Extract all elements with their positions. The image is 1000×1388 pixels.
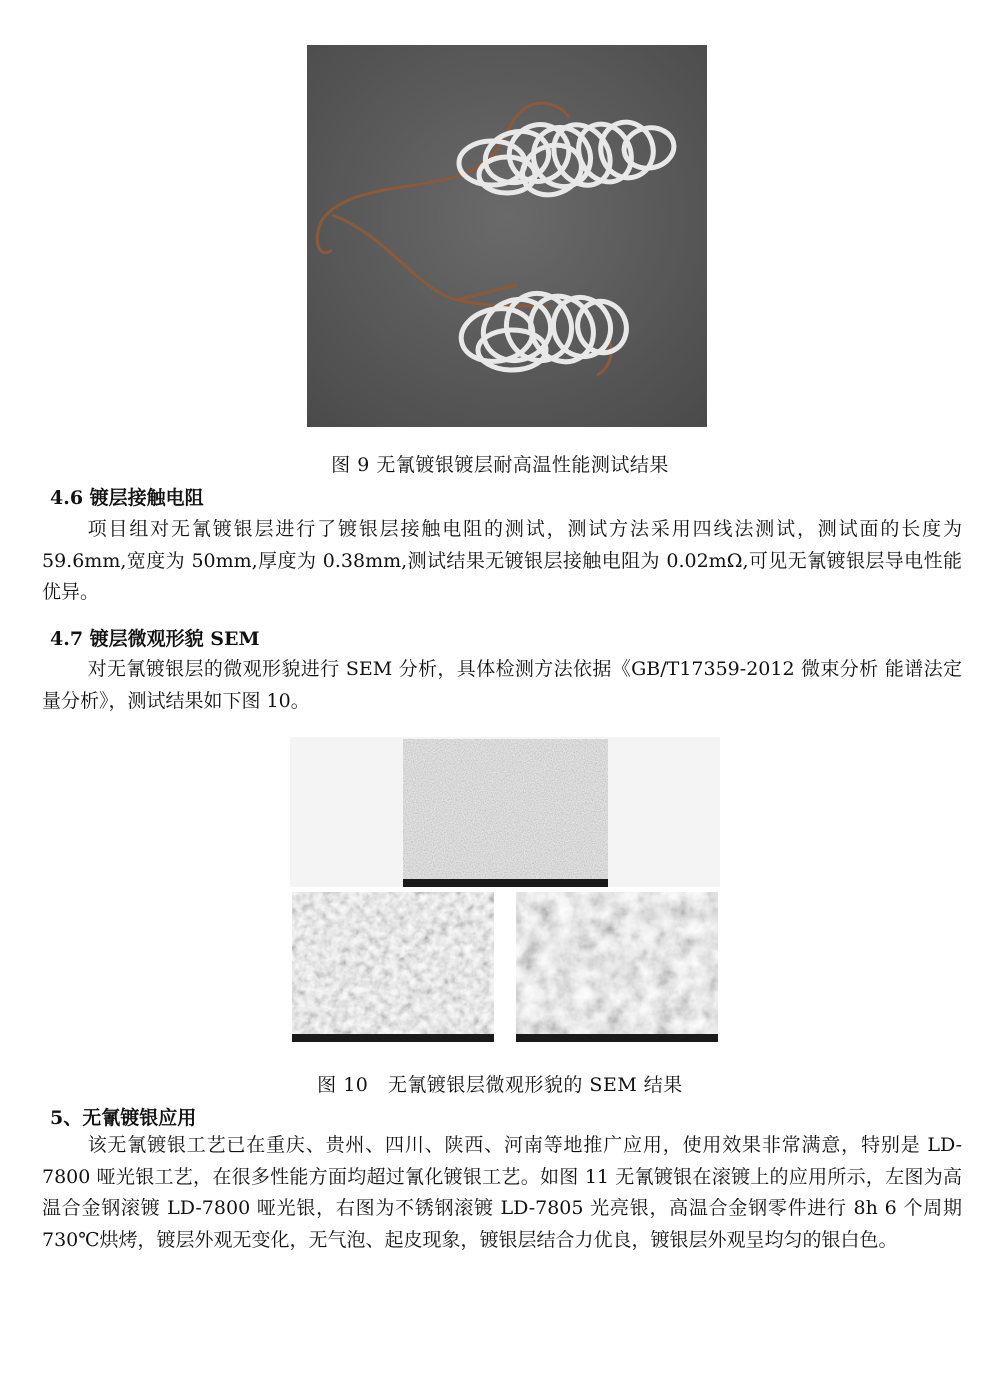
silver-rings-photo <box>307 45 707 427</box>
figure-10-sem <box>290 737 720 1047</box>
section-5-heading: 5、无氰镀银应用 <box>50 1107 197 1129</box>
section-5-body: 该无氰镀银工艺已在重庆、贵州、四川、陕西、河南等地推广应用，使用效果非常满意，特别是 LD-7800 哑光银工艺，在很多性能方面均超过氰化镀银工艺。如图 11 无氰镀银在滚镀上的应用所示，左图为高温合金钢滚镀 LD-7800 哑光银，右图为不锈钢滚镀 LD-7805 光亮银，高温合金钢零件进行 8h 6 个周期 730℃烘烤，镀层外观无变化，无气泡、起皮现象，镀银层结合力优良，镀银层外观呈均匀的银白色。 <box>42 1134 962 1251</box>
sem-micrographs <box>290 737 720 1047</box>
figure-9-caption: 图 9 无氰镀银镀层耐高温性能测试结果 <box>331 454 669 476</box>
section-4-6-body: 项目组对无氰镀银层进行了镀银层接触电阻的测试，测试方法采用四线法测试，测试面的长度为 59.6mm,宽度为 50mm,厚度为 0.38mm,测试结果无镀银层接触电阻为 0.02mΩ,可见无氰镀银层导电性能优异。 <box>42 518 962 603</box>
section-4-7-body: 对无氰镀银层的微观形貌进行 SEM 分析，具体检测方法依据《GB/T17359-2012 微束分析 能谱法定量分析》，测试结果如下图 10。 <box>42 658 962 712</box>
sem-panel-bottom-left <box>292 892 494 1042</box>
section-4-6-heading: 4.6 镀层接触电阻 <box>50 487 204 509</box>
sem-panel-bottom-right <box>516 892 718 1042</box>
figure-9-photo <box>307 45 707 427</box>
figure-10-caption: 图 10 无氰镀银层微观形貌的 SEM 结果 <box>317 1074 683 1096</box>
section-4-7-heading: 4.7 镀层微观形貌 SEM <box>50 628 260 650</box>
sem-panel-top <box>403 739 608 887</box>
